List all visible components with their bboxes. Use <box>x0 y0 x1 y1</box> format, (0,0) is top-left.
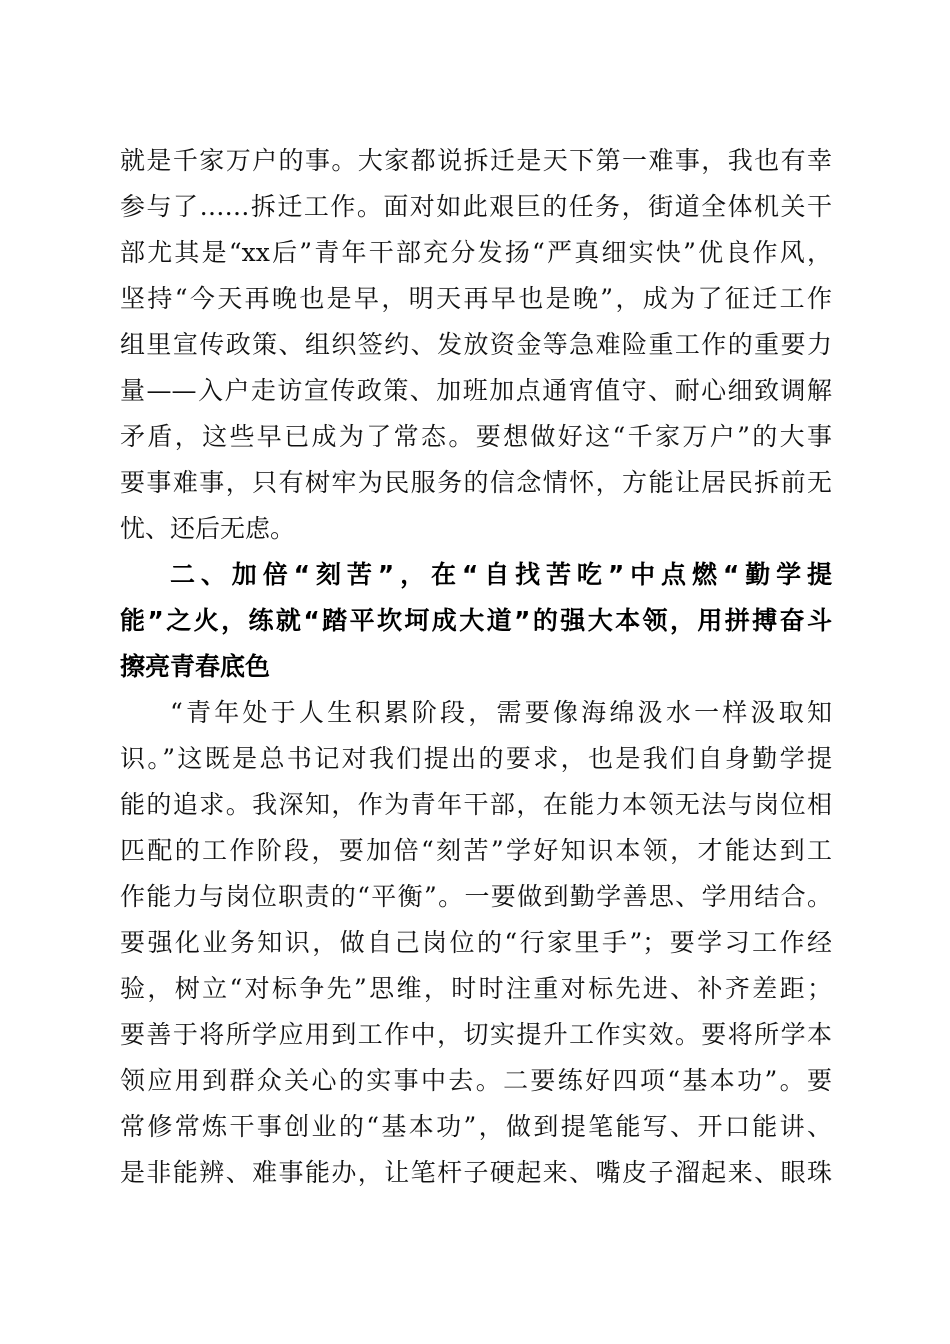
paragraph-line: 作能力与岗位职责的“平衡”。一要做到勤学善思、学用结合。 <box>120 882 832 911</box>
paragraph-line: 验，树立“对标争先”思维，时时注重对标先进、补齐差距； <box>120 974 832 1003</box>
paragraph-line: “青年处于人生积累阶段，需要像海绵汲水一样汲取知 <box>170 698 832 727</box>
paragraph-line: 矛盾，这些早已成为了常态。要想做好这“千家万户”的大事 <box>120 422 832 451</box>
paragraph-line: 能的追求。我深知，作为青年干部，在能力本领无法与岗位相 <box>120 790 832 819</box>
paragraph-line: 要善于将所学应用到工作中，切实提升工作实效。要将所学本 <box>120 1020 832 1049</box>
paragraph-line: 就是千家万户的事。大家都说拆迁是天下第一难事，我也有幸 <box>120 146 832 175</box>
paragraph-line: 是非能辨、难事能办，让笔杆子硬起来、嘴皮子溜起来、眼珠 <box>120 1158 832 1187</box>
paragraph-line: 量——入户走访宣传政策、加班加点通宵值守、耐心细致调解 <box>120 376 832 405</box>
section-heading-line: 擦亮青春底色 <box>120 652 271 681</box>
paragraph-line: 常修常炼干事创业的“基本功”，做到提笔能写、开口能讲、 <box>120 1112 832 1141</box>
paragraph-line: 领应用到群众关心的实事中去。二要练好四项“基本功”。要 <box>120 1066 832 1095</box>
paragraph-line: 要强化业务知识，做自己岗位的“行家里手”；要学习工作经 <box>120 928 832 957</box>
paragraph-line: 要事难事，只有树牢为民服务的信念情怀，方能让居民拆前无 <box>120 468 832 497</box>
paragraph-line: 识。”这既是总书记对我们提出的要求，也是我们自身勤学提 <box>120 744 832 773</box>
paragraph-line: 参与了……拆迁工作。面对如此艰巨的任务，街道全体机关干 <box>120 192 832 221</box>
paragraph-line: 组里宣传政策、组织签约、发放资金等急难险重工作的重要力 <box>120 330 832 359</box>
section-heading-line: 二、加倍“刻苦”，在“自找苦吃”中点燃“勤学提 <box>170 560 832 589</box>
paragraph-line: 坚持“今天再晚也是早，明天再早也是晚”，成为了征迁工作 <box>120 284 832 313</box>
section-heading-line: 能”之火，练就“踏平坎坷成大道”的强大本领，用拼搏奋斗 <box>120 606 832 635</box>
paragraph-line: 匹配的工作阶段，要加倍“刻苦”学好知识本领，才能达到工 <box>120 836 832 865</box>
paragraph-line: 忧、还后无虑。 <box>120 514 296 543</box>
paragraph-line: 部尤其是“xx后”青年干部充分发扬“严真细实快”优良作风， <box>120 238 832 267</box>
